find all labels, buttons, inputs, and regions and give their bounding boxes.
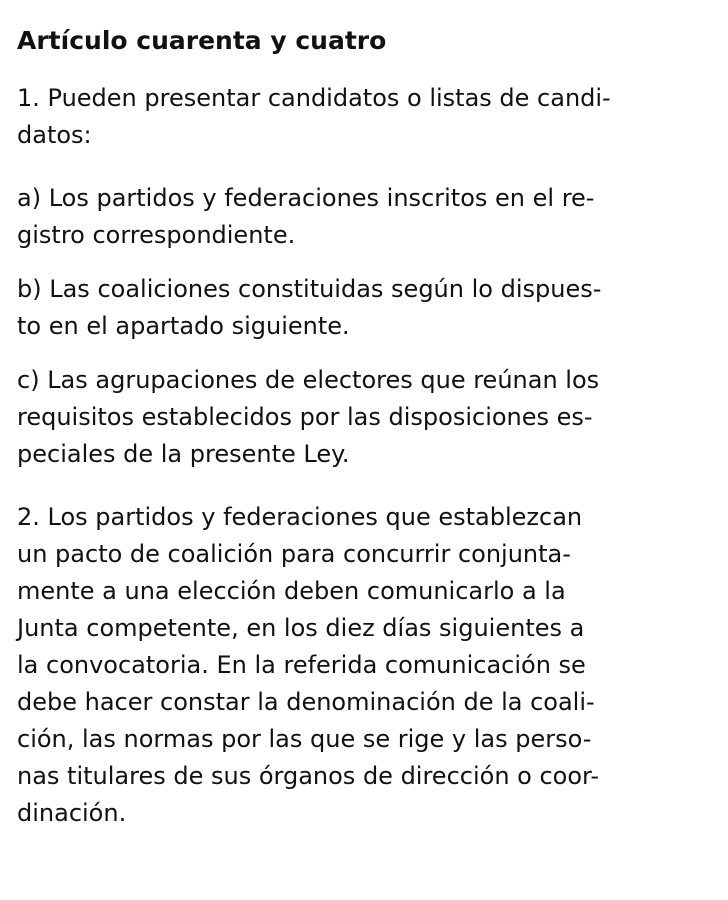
text-line: nas titulares de sus órganos de dirección o coor- [17, 762, 600, 790]
text-line: requisitos establecidos por las disposiciones es- [17, 403, 593, 431]
text-line: 1. Pueden presentar candidatos o listas de candi- [17, 84, 611, 112]
text-line: debe hacer constar la denominación de la coali- [17, 688, 595, 716]
article-title: Artículo cuarenta y cuatro [17, 26, 387, 55]
text-line: 2. Los partidos y federaciones que establezcan [17, 503, 583, 531]
text-line: a) Los partidos y federaciones inscritos en el re- [17, 184, 595, 212]
item-b [17, 271, 717, 345]
text-line: mente a una elección deben comunicarlo a la [17, 577, 566, 605]
document-page [17, 24, 717, 832]
item-a [17, 180, 717, 254]
text-line: peciales de la presente Ley. [17, 440, 350, 468]
paragraph-2 [17, 499, 717, 832]
text-line: c) Las agrupaciones de electores que reúnan los [17, 366, 600, 394]
item-c [17, 362, 717, 473]
text-line: Junta competente, en los diez días siguientes a [17, 614, 585, 642]
text-line: la convocatoria. En la referida comunicación se [17, 651, 586, 679]
text-line: dinación. [17, 799, 127, 827]
text-line: ción, las normas por las que se rige y las perso- [17, 725, 592, 753]
paragraph-1 [17, 80, 717, 154]
text-line: to en el apartado siguiente. [17, 312, 350, 340]
text-line: gistro correspondiente. [17, 221, 296, 249]
text-line: b) Las coaliciones constituidas según lo dispues- [17, 275, 602, 303]
text-line: un pacto de coalición para concurrir conjunta- [17, 540, 571, 568]
text-line: datos: [17, 121, 92, 149]
